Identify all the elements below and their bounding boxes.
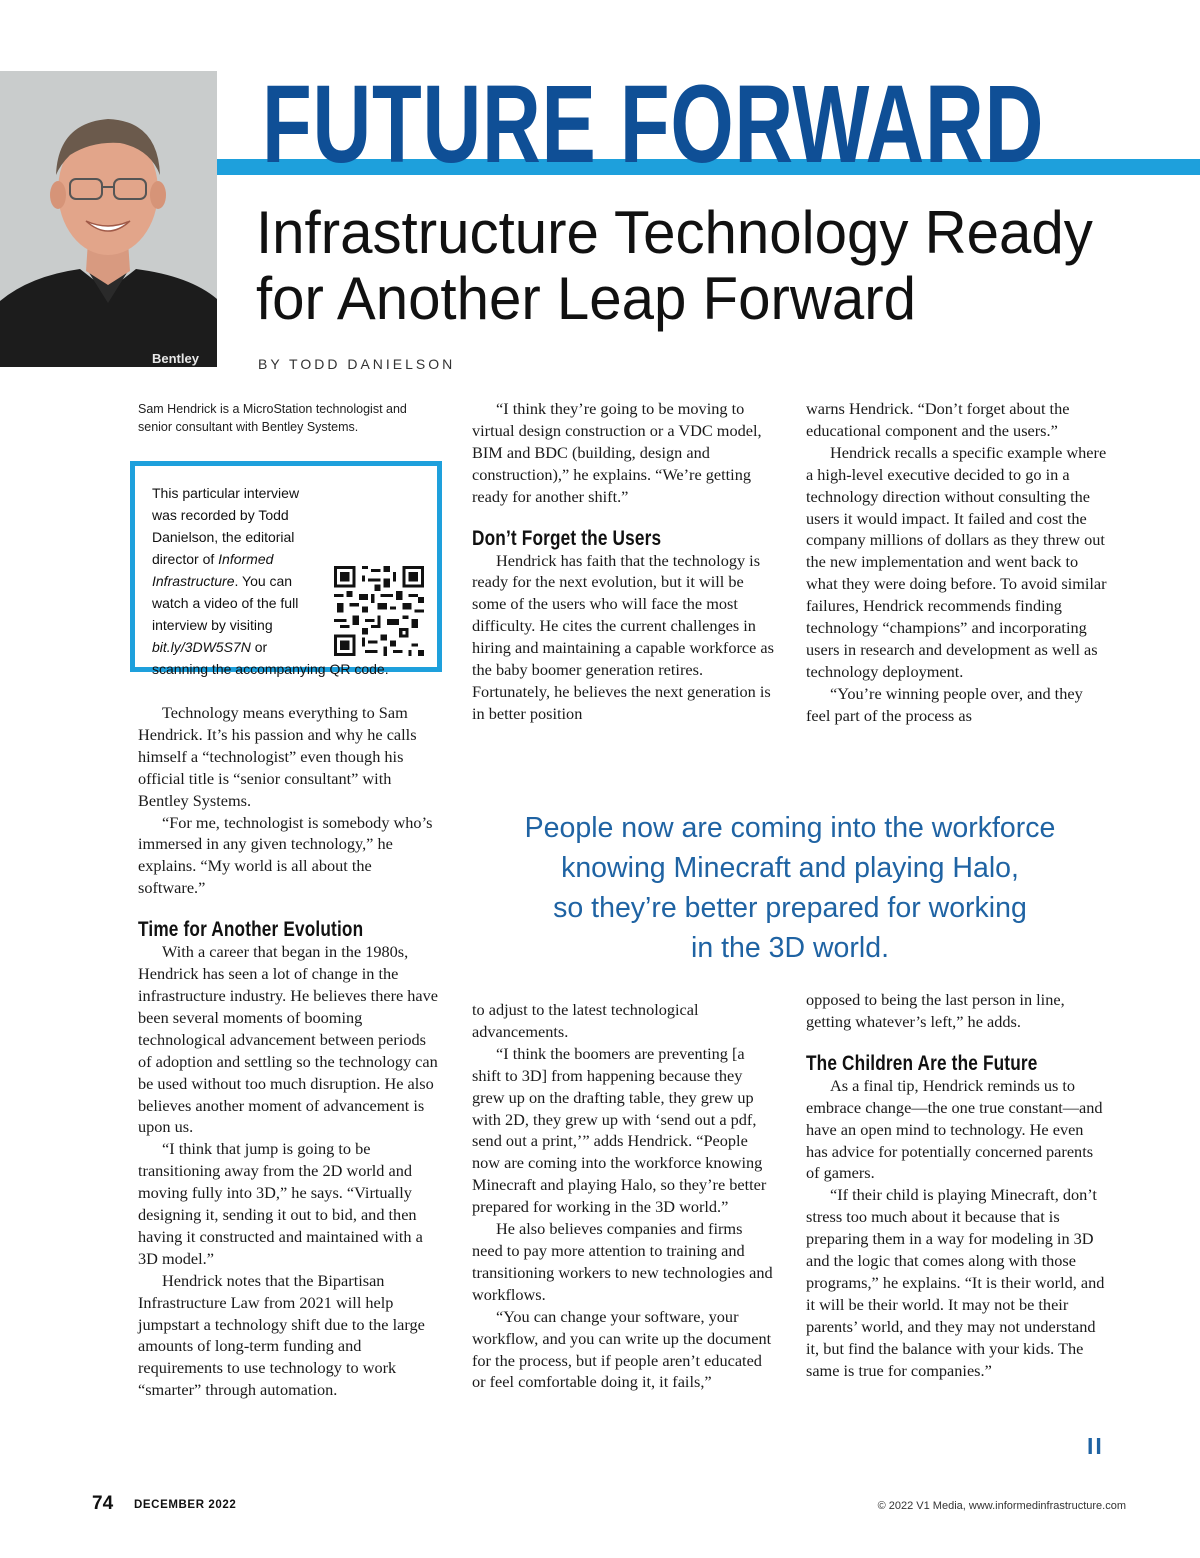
video-link[interactable]: bit.ly/3DW5S7N [152,639,251,655]
paragraph: Hendrick recalls a specific example where a high-level executive decided to go in a technology direction without consulting the users it would impact. It failed and cost the company millions of dollars as they threw out the new implementation and went back to what they were doing before. To avoid similar failures, Hendrick recommends finding technology “champions” and incorporating users in research and development as well as technology deployment. [806,442,1107,681]
page-title [256,200,1176,332]
paragraph: “If their child is playing Minecraft, don’t stress too much about it because that is preparing them in a way for modeling in 3D and the logic that comes along with those programs,” he explains. “It is their world, and it will be their world. It may not be their parents’ world, and they may not understand it, but find the balance with your kids. The same is true for companies.” [806,1185,1105,1380]
paragraph: opposed to being the last person in line, getting whatever’s left,” he adds. [806,990,1065,1031]
paragraph: “You can change your software, your workflow, and you can write up the document for the process, but if people aren’t educated or feel comfortable doing it, it fails,” [472,1306,772,1392]
paragraph: to adjust to the latest technological advancements. [472,1000,699,1041]
paragraph: Technology means everything to Sam Hendrick. It’s his passion and why he calls himself a “technologist” even though his official title is “senior consultant” with Bentley Systems. [138,703,417,810]
subhead-children: The Children Are the Future [806,1051,1038,1075]
portrait-illustration [0,71,217,367]
pull-quote-line: in the 3D world. [690,932,889,964]
pull-quote-line: People now are coming into the workforce [524,812,1056,844]
qr-code-icon[interactable] [334,566,424,656]
author-photo [0,71,217,367]
title-line-1: Infrastructure Technology Ready [256,199,1093,266]
column-2-top [472,398,775,725]
copyright: © 2022 V1 Media, www.informedinfrastructure.com [877,1500,1126,1512]
paragraph: warns Hendrick. “Don’t forget about the educational component and the users.” [806,399,1070,440]
paragraph: “For me, technologist is somebody who’s immersed in any given technology,” he explains. “My world is all about the software.” [138,812,433,898]
pull-quote-line: so they’re better prepared for working [553,892,1027,924]
shirt-logo: Bentley [152,351,199,366]
title-line-2: for Another Leap Forward [256,265,916,332]
interview-sidebar [130,461,442,677]
end-mark-icon: II [1087,1433,1104,1459]
issue-date: DECEMBER 2022 [134,1499,237,1511]
paragraph: “I think they’re going to be moving to virtual design construction or a VDC model, BIM and BDC (building, design and construction),” he explains. “We’re getting ready for another shift.” [472,399,762,506]
column-3-bottom [806,989,1109,1382]
column-3-top [806,398,1109,727]
column-1 [138,702,440,1401]
page-number: 74 [92,1493,114,1514]
sidebar-text: This particular interview was recorded by Todd Danielson, the editorial director of Informed Infrastructure. You can watch a video of the full interview by visiting bit.ly/3DW5S7N or scanning the accompanying QR code. [152,485,389,677]
paragraph: Hendrick notes that the Bipartisan Infrastructure Law from 2021 will help jumpstart a technology shift due to the large amounts of long-term funding and requirements to use technology to work “smarter” through automation. [138,1270,425,1400]
paragraph: “I think the boomers are preventing [a shift to 3D] from happening because they grew up on the drafting table, they grew up with 2D, they grew up with ‘send out a pdf, send out a print,’” adds Hendrick. “People now are coming into the workforce knowing Minecraft and playing Halo, so they’re better prepared for working in the 3D world.” [472,1043,767,1217]
paragraph: With a career that began in the 1980s, Hendrick has seen a lot of change in the infrastructure industry. He believes there have been several moments of booming technological advancement between periods of adoption and settling so the technology can be used without too much disruption. He also believes another moment of advancement is upon us. [138,942,439,1137]
publication-name: Informed Infrastructure [152,551,274,589]
paragraph: He also believes companies and firms need to pay more attention to training and transitioning workers to new technologies and workflows. [472,1219,773,1304]
pull-quote-line: knowing Minecraft and playing Halo, [561,852,1019,884]
column-2-bottom [472,999,775,1393]
section-kicker: FUTURE FORWARD [262,63,1045,186]
subhead-users: Don’t Forget the Users [472,526,662,550]
paragraph: “I think that jump is going to be transitioning away from the 2D world and moving fully into 3D,” he says. “Virtually designing it, sending it out to bid, and then having it constructed and maintained with a 3D model.” [138,1139,423,1268]
paragraph: “You’re winning people over, and they feel part of the process as [806,683,1083,725]
photo-caption: Sam Hendrick is a MicroStation technologist and senior consultant with Bentley Systems. [138,402,407,434]
paragraph: As a final tip, Hendrick reminds us to embrace change—the one true constant—and have an open mind to technology. He even has advice for potentially concerned parents of gamers. [806,1075,1103,1183]
pull-quote [470,808,1110,968]
paragraph: Hendrick has faith that the technology is ready for the next evolution, but it will be some of the users who will face the most difficulty. He cites the current challenges in hiring and maintaining a capable workforce as the baby boomer generation retires. Fortunately, he believes the next generation is in better position [472,550,774,723]
subhead-evolution: Time for Another Evolution [138,918,364,942]
byline: BY TODD DANIELSON [258,356,456,372]
